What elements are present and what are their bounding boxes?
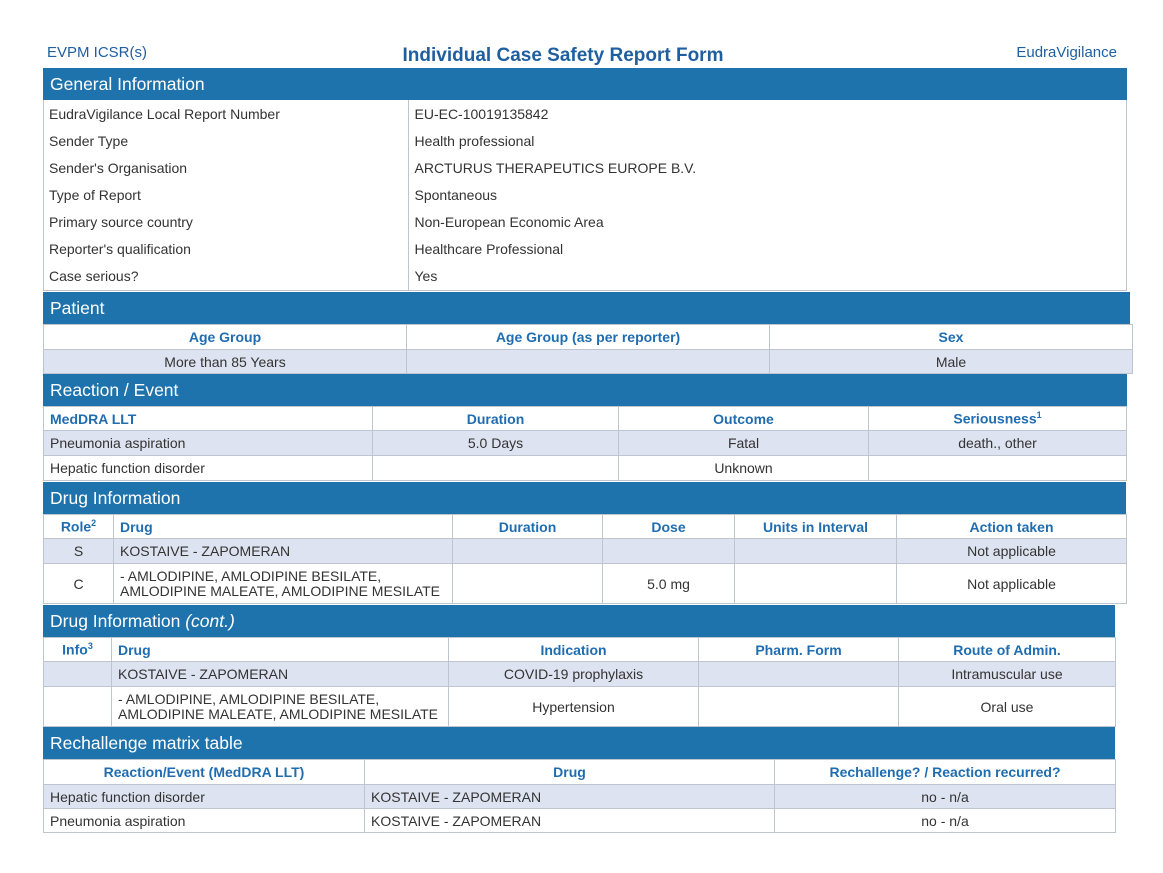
patient-table [43,324,1133,374]
field-label: EudraVigilance Local Report Number [49,105,280,122]
table-cell: Hepatic function disorder [44,456,373,481]
table-cell: Pneumonia aspiration [44,809,365,833]
section-title: Drug Information [50,488,181,508]
table-cell: 5.0 Days [373,431,619,456]
table-cell [735,539,897,564]
column-header: MedDRA LLT [44,407,373,431]
table-header-row [44,760,1116,785]
column-header: Drug [114,515,453,539]
column-header: Dose [603,515,735,539]
column-header: Duration [373,407,619,431]
column-header [44,638,112,662]
section-drug-information [43,482,1126,514]
column-header [44,515,114,539]
table-cell: Oral use [899,687,1116,727]
table-row [44,564,1127,604]
rechallenge-table [43,759,1116,833]
field-label: Sender's Organisation [49,159,188,176]
table-row [44,687,1116,727]
field-value: Health professional [408,127,1127,154]
column-header: Reaction/Event (MedDRA LLT) [44,760,365,785]
column-header: Duration [453,515,603,539]
table-cell: death., other [869,431,1127,456]
section-title: General Information [50,74,205,94]
table-cell: Male [770,350,1133,374]
table-cell [407,350,770,374]
table-cell: Pneumonia aspiration [44,431,373,456]
column-header: Rechallenge? / Reaction recurred? [775,760,1116,785]
table-cell: Hepatic function disorder [44,785,365,809]
table-cell: no - n/a [775,785,1116,809]
table-cell: - AMLODIPINE, AMLODIPINE BESILATE, AMLODIPINE MALEATE, AMLODIPINE MESILATE [112,687,449,727]
field-value: Healthcare Professional [408,235,1127,262]
section-title: Reaction / Event [50,380,179,400]
table-cell [735,564,897,604]
footnote-marker: 2 [91,518,97,529]
section-drug-information-cont [43,605,1115,637]
table-cell [453,564,603,604]
table-row [44,809,1116,833]
column-header: Age Group (as per reporter) [407,325,770,350]
table-cell: KOSTAIVE - ZAPOMERAN [365,785,775,809]
table-cell [453,539,603,564]
table-row [44,456,1127,481]
field-label: Sender Type [49,132,129,149]
table-cell: Not applicable [897,564,1127,604]
table-row [43,154,1127,181]
section-title-suffix: (cont.) [185,611,235,631]
table-cell: - AMLODIPINE, AMLODIPINE BESILATE, AMLODIPINE MALEATE, AMLODIPINE MESILATE [114,564,453,604]
reaction-table [43,406,1127,481]
table-row [43,262,1127,290]
table-cell: KOSTAIVE - ZAPOMERAN [365,809,775,833]
column-header: Indication [449,638,699,662]
table-cell: More than 85 Years [44,350,407,374]
table-cell: KOSTAIVE - ZAPOMERAN [112,662,449,687]
table-cell [869,456,1127,481]
column-header: Drug [365,760,775,785]
table-cell: Not applicable [897,539,1127,564]
column-header: Action taken [897,515,1127,539]
column-header: Pharm. Form [699,638,899,662]
column-header: Sex [770,325,1133,350]
field-value: Non-European Economic Area [408,208,1127,235]
table-cell: KOSTAIVE - ZAPOMERAN [114,539,453,564]
table-cell: C [44,564,114,604]
column-header [869,407,1127,431]
table-row [43,127,1127,154]
table-row [43,235,1127,262]
column-header-label: Info [62,641,88,658]
table-cell: COVID-19 prophylaxis [449,662,699,687]
column-header: Route of Admin. [899,638,1116,662]
field-label: Case serious? [49,268,139,284]
table-cell: no - n/a [775,809,1116,833]
table-cell: Hypertension [449,687,699,727]
general-information-table [43,100,1127,290]
field-label: Type of Report [49,186,141,203]
drug-table [43,514,1127,604]
table-row [44,785,1116,809]
table-cell: 5.0 mg [603,564,735,604]
column-header: Drug [112,638,449,662]
table-cell [373,456,619,481]
table-row [43,208,1127,235]
section-rechallenge [43,727,1115,759]
table-row [44,431,1127,456]
table-cell: S [44,539,114,564]
field-value: ARCTURUS THERAPEUTICS EUROPE B.V. [408,154,1127,181]
table-cell [44,687,112,727]
section-reaction-event [43,374,1127,406]
header-right-label: EudraVigilance [1016,44,1117,61]
table-row [43,100,1127,127]
table-row [43,181,1127,208]
field-value: Yes [408,262,1127,290]
table-cell [699,687,899,727]
column-header: Outcome [619,407,869,431]
page-title: Individual Case Safety Report Form [402,45,724,66]
field-label: Reporter's qualification [49,240,191,257]
table-header-row [44,325,1133,350]
field-value: Spontaneous [408,181,1127,208]
table-header-row [44,407,1127,431]
column-header-label: Role [60,518,92,535]
table-cell [44,662,112,687]
footnote-marker: 3 [87,641,93,652]
column-header: Units in Interval [735,515,897,539]
table-cell: Intramuscular use [899,662,1116,687]
column-header: Age Group [44,325,407,350]
section-general-information [43,68,1127,100]
table-header-row [44,638,1116,662]
field-value: EU-EC-10019135842 [408,100,1127,127]
table-cell [603,539,735,564]
drug-cont-table [43,637,1116,727]
section-title: Patient [50,298,105,318]
footnote-marker: 1 [1036,410,1042,421]
table-row [44,539,1127,564]
field-label: Primary source country [49,213,193,230]
table-header-row [44,515,1127,539]
table-cell [699,662,899,687]
table-row [44,662,1116,687]
section-title: Drug Information [50,611,181,631]
header-left-label: EVPM ICSR(s) [47,44,148,61]
table-cell: Fatal [619,431,869,456]
section-patient [43,292,1130,324]
column-header-label: Seriousness [953,410,1037,427]
table-cell: Unknown [619,456,869,481]
section-title: Rechallenge matrix table [50,733,243,753]
table-row [44,350,1133,374]
